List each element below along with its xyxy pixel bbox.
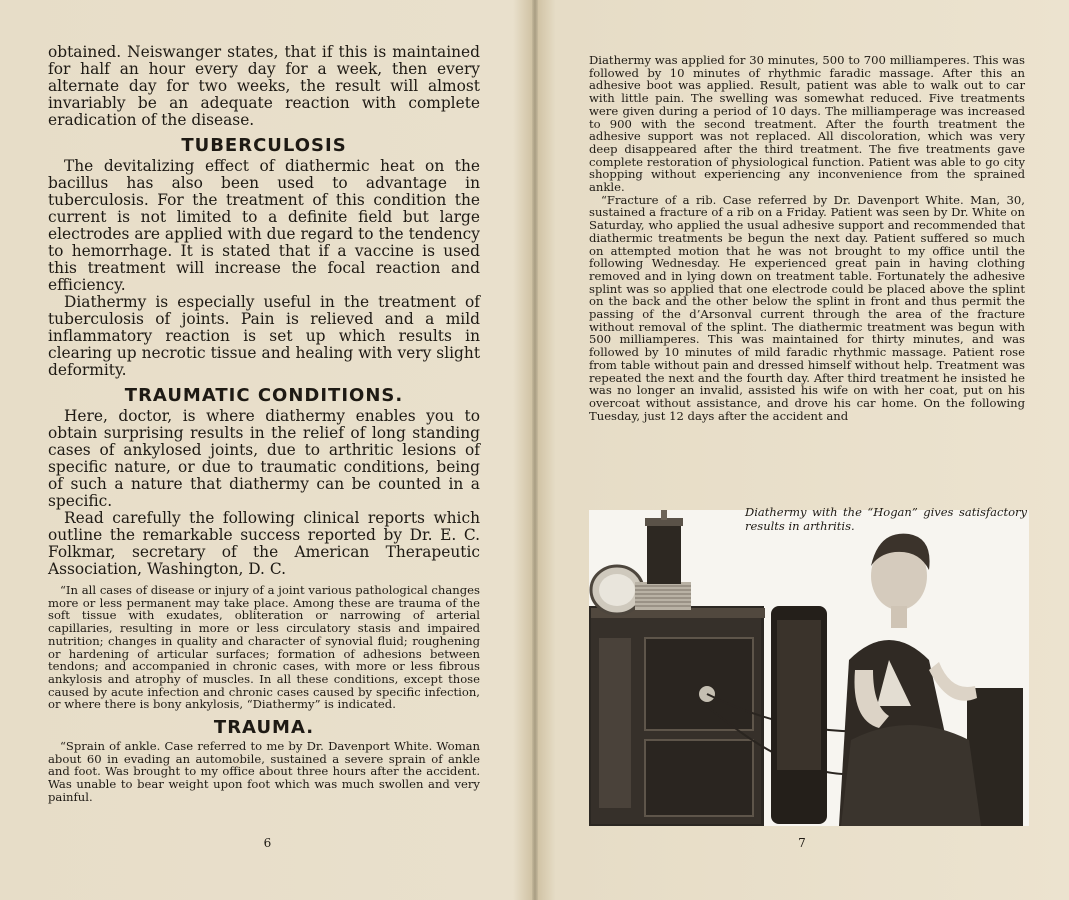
paragraph-tuberculosis-1: The devitalizing effect of diathermic heat on the bacillus has also been used to advantage in tuberculosis. For the treatment of this condition the current is not limited to a definite field but large electrodes are applied with due regard to the tendency to hemorrhage. It is stated that if a vaccine is used this treatment will increase the focal reaction and efficiency. [48, 157, 480, 294]
photo-caption: Diathermy with the “Hogan” gives satisfactory results in arthritis. [745, 505, 1027, 533]
paragraph-tuberculosis-2: Diathermy is especially useful in the treatment of tuberculosis of joints. Pain is relieved and a mild inflammatory reaction is set up which results in clearing up necrotic tissue and healing with very slight deformity. [48, 293, 480, 379]
paragraph-rib-fracture: “Fracture of a rib. Case referred by Dr. Davenport White. Man, 30, sustained a fracture of a rib on a Friday. Patient was seen by Dr. White on Saturday, who applied the usual adhesive support and recommended that diathermic treatments be begun the next day. Patient suffered so much on attempted motion that he was not brought to my office until the following Wednesday. He experienced great pain in having clothing removed and in lying down on treatment table. Fortunately the adhesive splint was so applied that one electrode could be placed above the splint on the back and the other below the splint in front and thus permit the passing of the d’Arsonval current through the area of the fracture without removal of the splint. The diathermic treatment was begun with 500 milliamperes. This was maintained for thirty minutes, and was followed by 10 minutes of mild faradic rhythmic massage. Patient rose from table without pain and dressed himself without help. Treatment was repeated the next and the fourth day. After third treatment he insisted he was no longer an invalid, assisted his wife on with her coat, put on his overcoat without assistance, and drove his car home. On the following Tuesday, just 12 days after the accident and [589, 192, 1025, 423]
paragraph-diathermy: Diathermy was applied for 30 minutes, 500 to 700 milliamperes. This was followed by 10 minutes of rhythmic faradic massage. After this an adhesive boot was applied. Result, patient was able to walk out to car with little pain. The swelling was somewhat reduced. Five treatments were given during a period of 10 days. The milliamperage was increased to 900 with the second treatment. After the fourth treatment the adhesive support was not replaced. All discoloration, which was very deep disappeared after the third treatment. The five treatments gave complete restoration of physiological function. Patient was able to go city shopping without experiencing any inconvenience from the sprained ankle. [589, 53, 1025, 195]
page-number-left: 6 [263, 836, 272, 850]
paragraph-traumatic-2: Read carefully the following clinical reports which outline the remarkable success reported by Dr. E. C. Folkmar, secretary of the American Therapeutic Association, Washington, D. C. [48, 509, 480, 578]
heading-traumatic-conditions: TRAUMATIC CONDITIONS. [124, 385, 404, 406]
paragraph-traumatic-1: Here, doctor, is where diathermy enables you to obtain surprising results in the relief of long standing cases of ankylosed joints, due to arthritic lesions of specific nature, or due to traumatic conditions, being of such a nature that diathermy can be counted in a specific. [48, 407, 480, 510]
heading-trauma: TRAUMA. [213, 717, 315, 739]
heading-tuberculosis: TUBERCULOSIS [181, 135, 347, 156]
paragraph-obtained: obtained. Neiswanger states, that if this is maintained for half an hour every day for a week, then every alternate day for two weeks, the result will almost invariably be an adequate reaction with complete eradication of the disease. [48, 43, 480, 129]
photo-diathermy-treatment [589, 510, 1029, 826]
page-number-right: 7 [798, 836, 806, 850]
paragraph-sprain: “Sprain of ankle. Case referred to me by Dr. Davenport White. Woman about 60 in evading an automobile, sustained a severe sprain of ankle and foot. Was brought to my office about three hours after the accident. Was unable to bear weight upon foot which was much swollen and very painful. [48, 739, 480, 804]
right-page [535, 0, 1069, 900]
paragraph-quote: “In all cases of disease or injury of a joint various pathological changes more or less permanent may take place. Among these are trauma of the soft tissue with exudates, obliteration or narrowing of arterial capillaries, resulting in more or less circulatory stasis and impaired nutrition; changes in quality and character of synovial fluid; roughening or hardening of articular surfaces; formation of adhesions between tendons; and accompanied in chronic cases, with more or less fibrous ankylosis and atrophy of muscles. In all these conditions, except those caused by acute infection and chronic cases caused by specific infection, or where there is bony ankylosis, “Diathermy” is indicated. [48, 583, 480, 712]
